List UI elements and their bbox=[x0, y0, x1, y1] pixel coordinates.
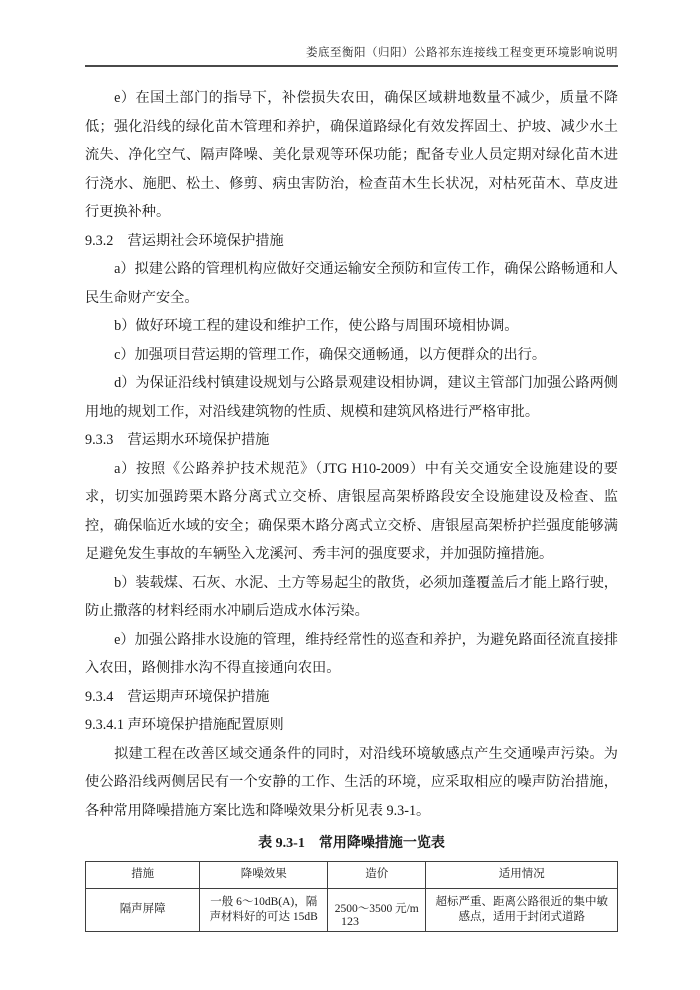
section-heading-9-3-4: 9.3.4 营运期声环境保护措施 bbox=[85, 688, 270, 705]
table-cell: 一般 6～10dB(A)，隔声材料好的可达 15dB bbox=[200, 889, 328, 932]
table-header-cell: 措施 bbox=[86, 862, 200, 889]
table-cell: 2500～3500 元/m bbox=[328, 889, 426, 932]
page-number: 123 bbox=[341, 914, 359, 928]
paragraph: a）按照《公路养护技术规范》（JTG H10-2009）中有关交通安全设施建设的要求，切实加强跨栗木路分离式立交桥、唐银屋高架桥路段安全设施建设及检查、监控，确保临近水域的安全；确保栗木路分离式立交桥、唐银屋高架桥护拦强度能够满足避免发生事故的车辆坠入龙溪河、秀丰河的强度要求，并加强防撞措施。 bbox=[85, 460, 618, 562]
paragraph: c）加强项目营运期的管理工作，确保交通畅通，以方便群众的出行。 bbox=[114, 346, 547, 363]
table-header-cell: 适用情况 bbox=[426, 862, 618, 889]
table-header-cell: 造价 bbox=[328, 862, 426, 889]
section-heading-9-3-3: 9.3.3 营运期水环境保护措施 bbox=[85, 432, 270, 448]
table-header-row bbox=[86, 862, 618, 889]
paragraph: a）拟建公路的管理机构应做好交通运输安全预防和宣传工作，确保公路畅通和人民生命财产安全。 bbox=[85, 261, 618, 306]
table-header-cell: 降噪效果 bbox=[200, 862, 328, 889]
page-header bbox=[85, 44, 618, 67]
section-heading-9-3-2: 9.3.2 营运期社会环境保护措施 bbox=[85, 232, 284, 249]
table-cell: 超标严重、距离公路很近的集中敏感点，适用于封闭式道路 bbox=[426, 889, 618, 932]
paragraph: e）在国土部门的指导下，补偿损失农田，确保区域耕地数量不减少，质量不降低；强化沿线的绿化苗木管理和养护，确保道路绿化有效发挥固土、护坡、减少水土流失、净化空气、隔声降噪、美化景观等环保功能；配备专业人员定期对绿化苗木进行浇水、施肥、松土、修剪、病虫害防治，检查苗木生长状况，对枯死苗木、草皮进行更换补种。 bbox=[85, 90, 618, 220]
paragraph: e）加强公路排水设施的管理，维持经常性的巡查和养护，为避免路面径流直接排入农田，路侧排水沟不得直接通向农田。 bbox=[85, 631, 618, 676]
paragraph: 拟建工程在改善区域交通条件的同时，对沿线环境敏感点产生交通噪声污染。为使公路沿线两侧居民有一个安静的工作、生活的环境，应采取相应的噪声防治措施，各种常用降噪措施方案比选和降噪效果分析见表 9.3-1。 bbox=[85, 745, 618, 819]
paragraph: d）为保证沿线村镇建设规划与公路景观建设相协调，建议主管部门加强公路两侧用地的规划工作，对沿线建筑物的性质、规模和建筑风格进行严格审批。 bbox=[85, 375, 618, 420]
header-title: 娄底至衡阳（归阳）公路祁东连接线工程变更环境影响说明 bbox=[306, 47, 618, 59]
table-cell: 隔声屏障 bbox=[86, 889, 200, 932]
document-body bbox=[85, 84, 618, 932]
table-title: 表 9.3-1 常用降噪措施一览表 bbox=[258, 836, 445, 851]
paragraph: b）装载煤、石灰、水泥、土方等易起尘的散货，必须加蓬覆盖后才能上路行驶，防止撒落的材料经雨水冲刷后造成水体污染。 bbox=[85, 574, 618, 619]
section-heading-9-3-4-1: 9.3.4.1 声环境保护措施配置原则 bbox=[85, 717, 284, 733]
paragraph: b）做好环境工程的建设和维护工作，使公路与周围环境相协调。 bbox=[114, 318, 519, 334]
